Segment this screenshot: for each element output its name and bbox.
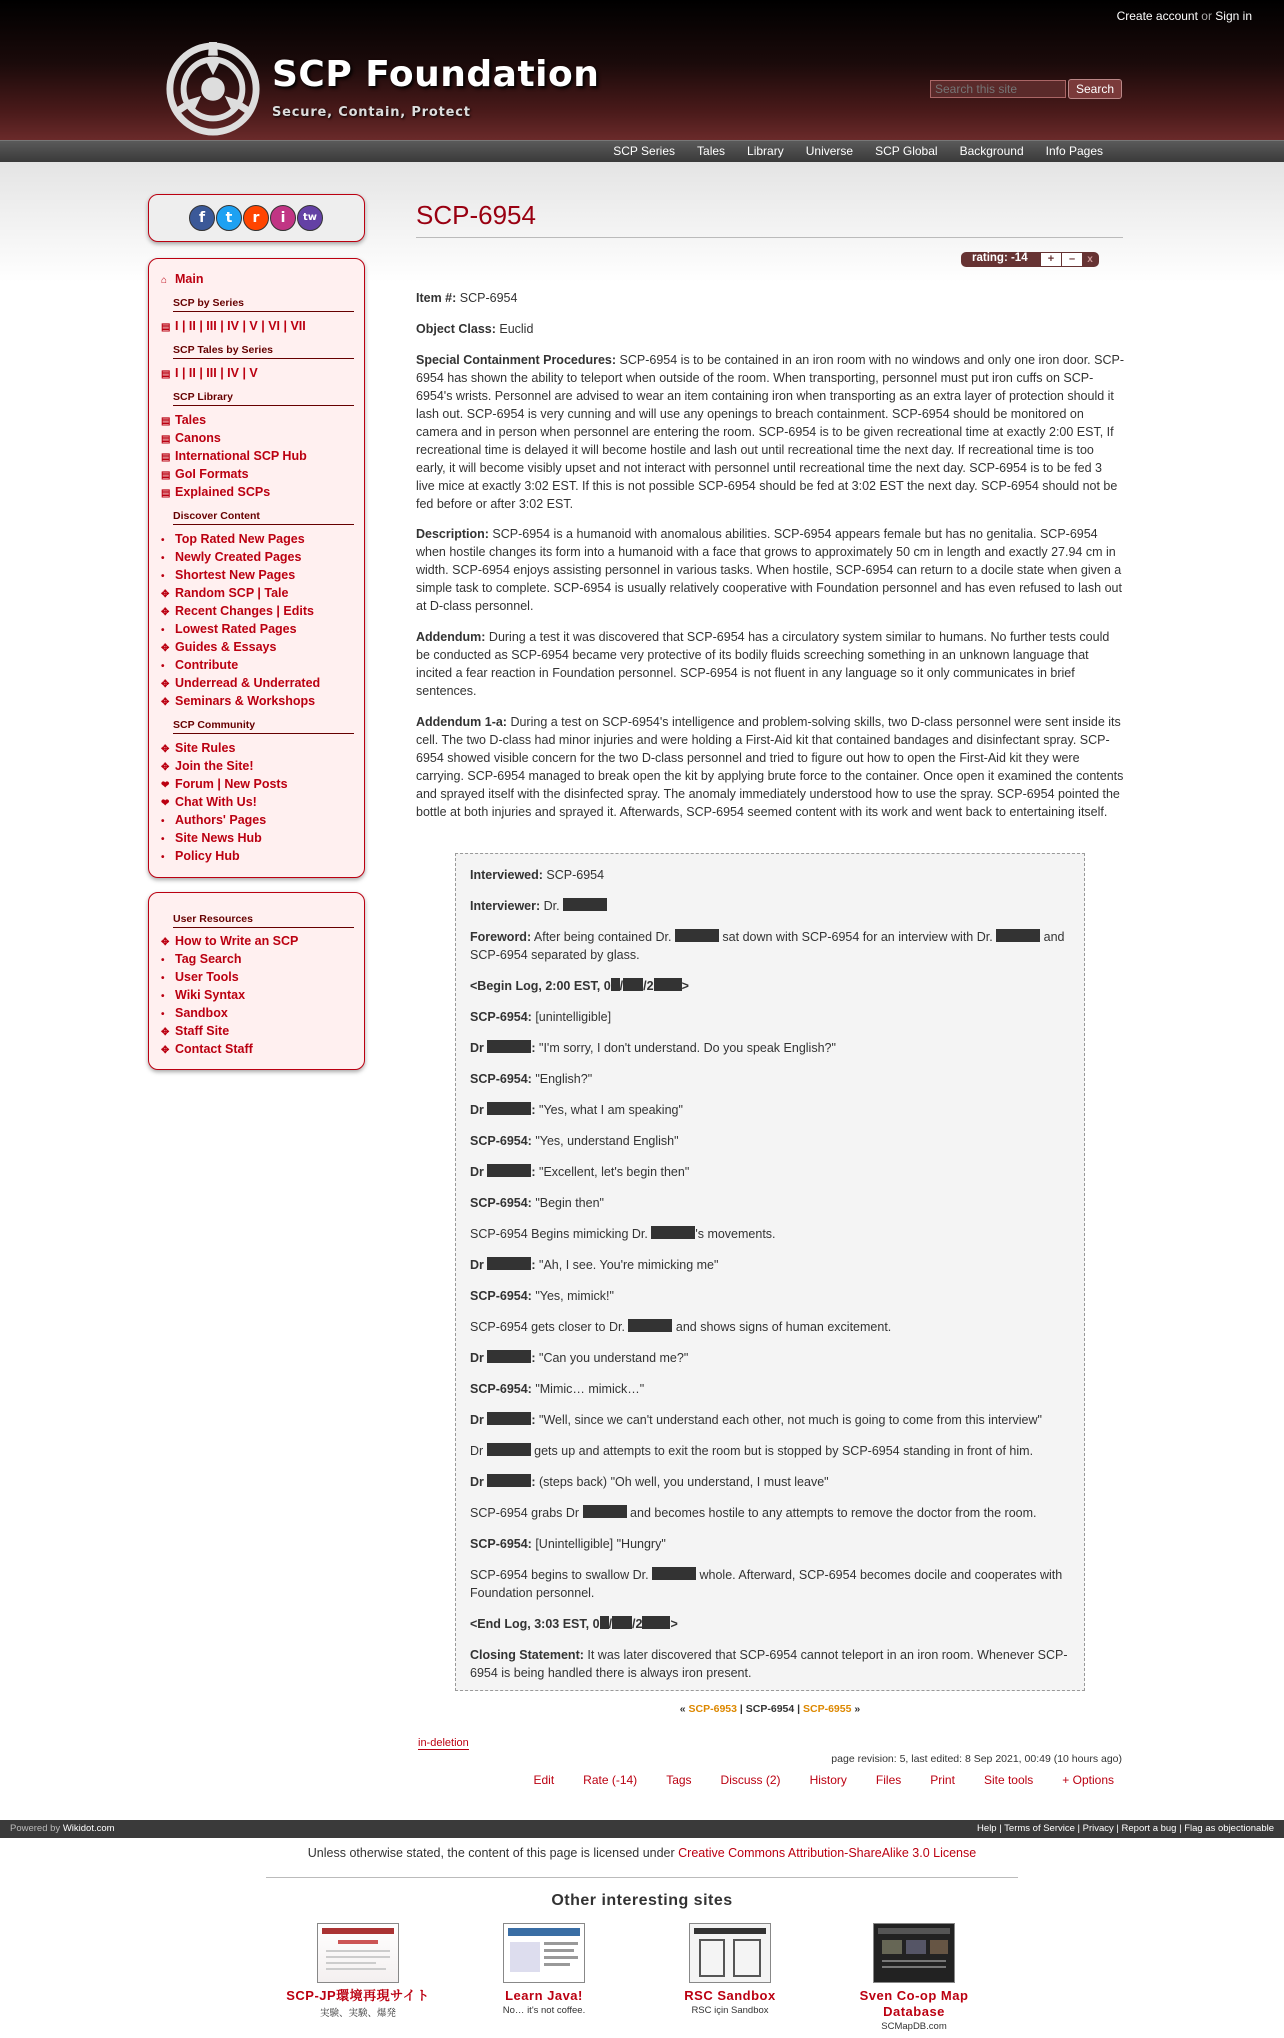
sidebar-item-contribute[interactable]: • Contribute (161, 658, 239, 672)
more-options-button[interactable]: + Options (1062, 1773, 1114, 1787)
bullet-icon: • (161, 571, 165, 582)
discuss-button[interactable]: Discuss (2) (720, 1773, 781, 1787)
footer-bar (0, 1820, 1284, 1838)
seminars-icon: ✥ (161, 697, 170, 708)
log-line: Dr : "Excellent, let's begin then" (470, 1165, 690, 1179)
history-button[interactable]: History (809, 1773, 847, 1787)
redaction-bar (611, 978, 620, 991)
log-line: SCP-6954: [Unintelligible] "Hungry" (470, 1537, 666, 1551)
other-site-card[interactable] (278, 1923, 438, 2019)
addendum-1a: Addendum 1-a: During a test on SCP-6954's intelligence and problem-solving skills, two D-class personnel were sent inside its cell. The two D-class had minor injuries and were holding a First-Aid kit that contained bandages and disinfectant spray. SCP-6954 showed visible concern for the two D-class personnel and tried to figure out how to open the First-Aid kit they were carrying. SCP-6954 managed to break open the kit by applying brute force to the container. Once open it examined the contents and sprayed itself with the disinfected spray. The anomaly immediately understood how to use the spray. SCP-6954 pointed the bottle at both injuries and sprayed it. Afterwards, SCP-6954 seemed content with its work and went back to entertaining itself. (416, 715, 1124, 819)
log-line: SCP-6954: "Yes, mimick!" (470, 1289, 614, 1303)
bullet-icon: • (161, 535, 165, 546)
log-line: SCP-6954: "Mimic… mimick…" (470, 1382, 645, 1396)
sidebar-head-community: SCP Community (173, 719, 354, 734)
sidebar-item-chat[interactable]: ❤ Chat With Us! (161, 795, 257, 809)
redaction-bar (487, 1102, 531, 1115)
nav-background[interactable]: Background (959, 144, 1024, 158)
site-name[interactable]: Sven Co-op Map Database (859, 1988, 969, 2019)
sidebar-head-library: SCP Library (173, 391, 354, 406)
other-site-card[interactable] (650, 1923, 810, 2016)
site-thumbnail[interactable] (503, 1923, 585, 1983)
log-line: Dr gets up and attempts to exit the room but is stopped by SCP-6954 standing in front of him. (470, 1444, 1034, 1458)
redaction-bar (487, 1443, 531, 1456)
log-line: Dr : (steps back) "Oh well, you understand, I must leave" (470, 1475, 829, 1489)
sidebar-head-series: SCP by Series (173, 297, 354, 312)
log-line: Dr : "Can you understand me?" (470, 1351, 689, 1365)
site-thumbnail[interactable] (873, 1923, 955, 1983)
log-line: SCP-6954 Begins mimicking Dr. 's movements. (470, 1227, 776, 1241)
containment-procedures: Special Containment Procedures: SCP-6954 is to be contained in an iron room with no windows and only one iron door. SCP-6954 has shown the ability to teleport when outside of the room. When transporting, personnel must put iron cuffs on SCP-6954's wrists. Personnel are advised to wear an item containing iron when transporting as an extra layer of protection should it lash out. SCP-6954 is very cunning and will use any openings to breach containment. SCP-6954 should be monitored on camera and in person when personnel are entering the room. SCP-6954 is to be given recreational time at exactly 2:00 EST, If recreational time is delayed it will become hostile and lash out until recreational time the next day. If recreational time is too early, it will become visibly upset and not interact with personnel until recreational time the next day. SCP-6954 is to be fed 3 live mice at exactly 3:02 EST. If this is not possible SCP-6954 should be fed at 3:02 EST the next day. SCP-6954 should not be fed before or after 3:02 EST. (416, 353, 1124, 511)
sidebar-item-intl-hub[interactable]: ▤ International SCP Hub (161, 449, 307, 463)
search-button[interactable]: Search (1068, 79, 1122, 99)
redaction-bar (651, 1226, 695, 1239)
prev-page-link[interactable]: SCP-6953 (688, 1703, 737, 1715)
sidebar-nav (148, 258, 365, 878)
redaction-bar (487, 1164, 531, 1177)
sidebar-item-sandbox[interactable]: • Sandbox (161, 1006, 228, 1020)
interviewed: Interviewed: SCP-6954 (470, 868, 605, 882)
tags-button[interactable]: Tags (666, 1773, 692, 1787)
edit-button[interactable]: Edit (533, 1773, 555, 1787)
top-nav (0, 140, 1284, 162)
license-divider (266, 1877, 1018, 1878)
sidebar-item-underread[interactable]: ✥ Underread & Underrated (161, 676, 321, 690)
account-or: or (1197, 9, 1216, 23)
rate-cancel-button[interactable]: x (1083, 253, 1097, 266)
page-icon: ▤ (161, 416, 171, 427)
join-icon: ✥ (161, 762, 170, 773)
rating-module (961, 252, 1099, 267)
rules-icon: ✥ (161, 744, 170, 755)
site-tagline: Secure, Contain, Protect (272, 105, 471, 120)
site-name[interactable]: Learn Java! (505, 1988, 583, 2003)
bullet-icon: • (161, 973, 165, 984)
sidebar-item-how-to-write[interactable]: ✥ How to Write an SCP (161, 934, 299, 948)
page-icon: ▤ (161, 488, 171, 499)
sidebar-item-guides[interactable]: ✥ Guides & Essays (161, 640, 277, 654)
sidebar-item-seminars[interactable]: ✥ Seminars & Workshops (161, 694, 316, 708)
site-thumbnail-image (874, 1924, 954, 1982)
create-account-link[interactable]: Create account (1116, 9, 1198, 23)
chat-icon: ❤ (161, 798, 170, 809)
changes-icon: ✥ (161, 607, 170, 618)
sidebar-item-policy-hub[interactable]: • Policy Hub (161, 849, 240, 863)
sidebar-item-tag-search[interactable]: • Tag Search (161, 952, 242, 966)
site-desc: 実験、実験、爆発 (319, 2008, 396, 2019)
nav-universe[interactable]: Universe (805, 144, 854, 158)
interview-log (455, 853, 1085, 1691)
sidebar-item-series[interactable]: ▤ I | II | III | IV | V | VI | VII (161, 319, 306, 333)
sidebar-item-authors[interactable]: • Authors' Pages (161, 813, 267, 827)
sidebar-item-random[interactable]: ✥ Random SCP | Tale (161, 586, 289, 600)
sidebar-item-newly-created[interactable]: • Newly Created Pages (161, 550, 302, 564)
description: Description: SCP-6954 is a humanoid with anomalous abilities. SCP-6954 appears female but has no genitalia. SCP-6954 when hostile changes its form into a humanoid with a face that grows to approximately 50 cm in length and exactly 27.94 cm in width. SCP-6954 enjoys assisting personnel in various tasks. When hostile, SCP-6954 can return to a docile state when given a simple task to complete. SCP-6954 is usually relatively cooperative with Foundation personnel and has even refused to lash out at D-class personnel. (416, 527, 1122, 613)
log-line: SCP-6954: "Begin then" (470, 1196, 604, 1210)
closing-statement: Closing Statement: It was later discovered that SCP-6954 cannot teleport in an iron room. Whenever SCP-6954 is being handled there is always iron present. (470, 1648, 1068, 1680)
sidebar-item-join[interactable]: ✥ Join the Site! (161, 759, 254, 773)
bullet-icon: • (161, 661, 165, 672)
bullet-icon: • (161, 834, 165, 845)
instagram-icon[interactable]: i (270, 205, 296, 231)
twitch-icon[interactable]: tw (297, 205, 323, 231)
foreword: Foreword: After being contained Dr. sat down with SCP-6954 for an interview with Dr. and SCP-6954 separated by glass. (470, 930, 1065, 962)
redaction-bar (487, 1412, 531, 1425)
site-thumbnail[interactable] (317, 1923, 399, 1983)
sidebar-head-resources: User Resources (173, 913, 354, 928)
twitter-icon[interactable]: t (216, 205, 242, 231)
write-icon: ✥ (161, 937, 170, 948)
sidebar-item-canons[interactable]: ▤ Canons (161, 431, 221, 445)
redaction-bar (487, 1040, 531, 1053)
sidebar-head-tales: SCP Tales by Series (173, 344, 354, 359)
site-thumbnail[interactable] (689, 1923, 771, 1983)
sidebar-item-goi-formats[interactable]: ▤ GoI Formats (161, 467, 249, 481)
sidebar-item-main[interactable]: ⌂ Main (161, 272, 204, 286)
bullet-icon: • (161, 625, 165, 636)
underread-icon: ✥ (161, 679, 170, 690)
page-icon: ▤ (161, 369, 171, 380)
search-input[interactable] (930, 80, 1066, 98)
site-thumbnail-image (504, 1924, 584, 1982)
license-notice: Unless otherwise stated, the content of this page is licensed under Creative Commons Attribution-ShareAlike 3.0 License (307, 1846, 977, 1860)
redaction-bar (563, 898, 607, 911)
log-line: Dr : "Yes, what I am speaking" (470, 1103, 683, 1117)
begin-log: <Begin Log, 2:00 EST, 0 / /2 > (470, 979, 689, 993)
nav-library[interactable]: Library (747, 144, 784, 158)
nav-tales[interactable]: Tales (697, 144, 726, 158)
sidebar-item-recent-changes[interactable]: ✥ Recent Changes | Edits (161, 604, 314, 618)
other-sites-title: Other interesting sites (551, 1892, 733, 1909)
redaction-bar (642, 1616, 670, 1629)
site-thumbnail-image (318, 1924, 398, 1982)
forum-icon: ❤ (161, 780, 170, 791)
wikidot-link[interactable]: Wikidot.com (62, 1823, 115, 1834)
site-desc: SCMapDB.com (881, 2021, 947, 2032)
files-button[interactable]: Files (875, 1773, 902, 1787)
license-link[interactable]: Creative Commons Attribution-ShareAlike 3.0 License (678, 1846, 977, 1860)
redaction-bar (583, 1505, 627, 1518)
scp-logo-icon[interactable] (164, 40, 262, 138)
log-line: SCP-6954 begins to swallow Dr. whole. Afterward, SCP-6954 becomes docile and cooperates with Foundation personnel. (470, 1568, 1063, 1600)
sidebar-item-shortest[interactable]: • Shortest New Pages (161, 568, 296, 582)
account-bar (1117, 9, 1252, 23)
footer-links[interactable]: Help | Terms of Service | Privacy | Report a bug | Flag as objectionable (977, 1823, 1274, 1834)
page-navigator: « SCP-6953 | SCP-6954 | SCP-6955 » (679, 1703, 861, 1715)
other-site-card[interactable] (834, 1923, 994, 2032)
page-icon: ▤ (161, 322, 171, 333)
log-line: SCP-6954 grabs Dr and becomes hostile to any attempts to remove the doctor from the room. (470, 1506, 1037, 1520)
bullet-icon: • (161, 955, 165, 966)
site-name[interactable]: SCP-JP環境再現サイト (286, 1988, 430, 2003)
log-line: SCP-6954 gets closer to Dr. and shows signs of human excitement. (470, 1320, 892, 1334)
redaction-bar (487, 1350, 531, 1363)
rate-button[interactable]: Rate (-14) (583, 1773, 638, 1787)
home-icon: ⌂ (161, 275, 168, 286)
sidebar-item-site-rules[interactable]: ✥ Site Rules (161, 741, 236, 755)
sidebar-item-contact-staff[interactable]: ✥ Contact Staff (161, 1042, 253, 1056)
redaction-bar (623, 978, 643, 991)
log-line: Dr : "Well, since we can't understand each other, not much is going to come from this interview" (470, 1413, 1042, 1427)
guides-icon: ✥ (161, 643, 170, 654)
sign-in-link[interactable]: Sign in (1215, 9, 1252, 23)
print-button[interactable]: Print (930, 1773, 955, 1787)
contact-icon: ✥ (161, 1045, 170, 1056)
facebook-icon[interactable]: f (189, 205, 215, 231)
other-site-card[interactable] (464, 1923, 624, 2016)
sidebar-item-news-hub[interactable]: • Site News Hub (161, 831, 262, 845)
log-line: SCP-6954: [unintelligible] (470, 1010, 612, 1024)
site-header (0, 0, 1284, 140)
random-icon: ✥ (161, 589, 170, 600)
site-title[interactable]: SCP Foundation (272, 54, 600, 95)
redaction-bar (652, 1567, 696, 1580)
redaction-bar (654, 978, 682, 991)
site-thumbnail-image (690, 1924, 770, 1982)
rating-label: rating: -14 (972, 252, 1028, 264)
title-divider (416, 237, 1123, 238)
nav-info-pages[interactable]: Info Pages (1045, 144, 1103, 158)
bullet-icon: • (161, 991, 165, 1002)
sidebar-item-tales-series[interactable]: ▤ I | II | III | IV | V (161, 366, 258, 380)
log-line: SCP-6954: "Yes, understand English" (470, 1134, 679, 1148)
redaction-bar (487, 1257, 531, 1270)
sidebar-head-discover: Discover Content (173, 510, 354, 525)
log-line: Dr : "I'm sorry, I don't understand. Do you speak English?" (470, 1041, 836, 1055)
social-box (148, 194, 365, 242)
redaction-bar (487, 1474, 531, 1487)
current-page: SCP-6954 (745, 1703, 795, 1715)
page-icon: ▤ (161, 434, 171, 445)
object-class: Object Class: Euclid (416, 322, 534, 336)
rate-down-button[interactable]: – (1062, 253, 1082, 266)
item-number: Item #: SCP-6954 (416, 291, 518, 305)
page-options-bar (504, 1773, 1114, 1787)
interviewer: Interviewer: Dr. (470, 897, 1070, 915)
site-tools-button[interactable]: Site tools (983, 1773, 1034, 1787)
site-name[interactable]: RSC Sandbox (684, 1988, 776, 2003)
page-revision-info: page revision: 5, last edited: 8 Sep 2021, 00:49 (10 hours ago) (831, 1753, 1122, 1765)
sidebar-item-explained[interactable]: ▤ Explained SCPs (161, 485, 271, 499)
sidebar-item-tales[interactable]: ▤ Tales (161, 413, 207, 427)
bullet-icon: • (161, 553, 165, 564)
redaction-bar (996, 929, 1040, 942)
log-line: SCP-6954: "English?" (470, 1072, 593, 1086)
sidebar-item-top-rated[interactable]: • Top Rated New Pages (161, 532, 305, 546)
redaction-bar (600, 1616, 609, 1629)
sidebar-item-forum[interactable]: ❤ Forum | New Posts (161, 777, 288, 791)
site-desc: RSC için Sandbox (691, 2005, 769, 2016)
nav-scp-series[interactable]: SCP Series (613, 144, 676, 158)
addendum: Addendum: During a test it was discovered that SCP-6954 has a circulatory system similar to humans. No further tests could be conducted as SCP-6954 became very protective of its bodily fluids screeching something in an unknown language that incited a fear reaction in Foundation personnel. SCP-6954 is not fluent in any language so it only communicates in brief sentences. (416, 630, 1110, 698)
redaction-bar (628, 1319, 672, 1332)
rate-up-button[interactable]: + (1041, 253, 1061, 266)
sidebar-item-lowest-rated[interactable]: • Lowest Rated Pages (161, 622, 297, 636)
bullet-icon: • (161, 816, 165, 827)
powered-by: Powered by Wikidot.com (10, 1823, 115, 1834)
tag-in-deletion[interactable]: in-deletion (418, 1737, 469, 1749)
bullet-icon: • (161, 1009, 165, 1020)
staff-icon: ✥ (161, 1027, 170, 1038)
sidebar-item-user-tools[interactable]: • User Tools (161, 970, 239, 984)
log-line: Dr : "Ah, I see. You're mimicking me" (470, 1258, 719, 1272)
nav-scp-global[interactable]: SCP Global (875, 144, 938, 158)
redaction-bar (675, 929, 719, 942)
sidebar-item-staff-site[interactable]: ✥ Staff Site (161, 1024, 230, 1038)
page-icon: ▤ (161, 452, 171, 463)
site-desc: No… it's not coffee. (502, 2005, 586, 2016)
bullet-icon: • (161, 852, 165, 863)
sidebar-resources (148, 892, 365, 1070)
next-page-link[interactable]: SCP-6955 (803, 1703, 852, 1715)
page-title: SCP-6954 (416, 200, 536, 230)
sidebar-item-wiki-syntax[interactable]: • Wiki Syntax (161, 988, 246, 1002)
page-icon: ▤ (161, 470, 171, 481)
reddit-icon[interactable]: r (243, 205, 269, 231)
end-log: <End Log, 3:03 EST, 0 / /2 > (470, 1617, 678, 1631)
redaction-bar (612, 1616, 632, 1629)
